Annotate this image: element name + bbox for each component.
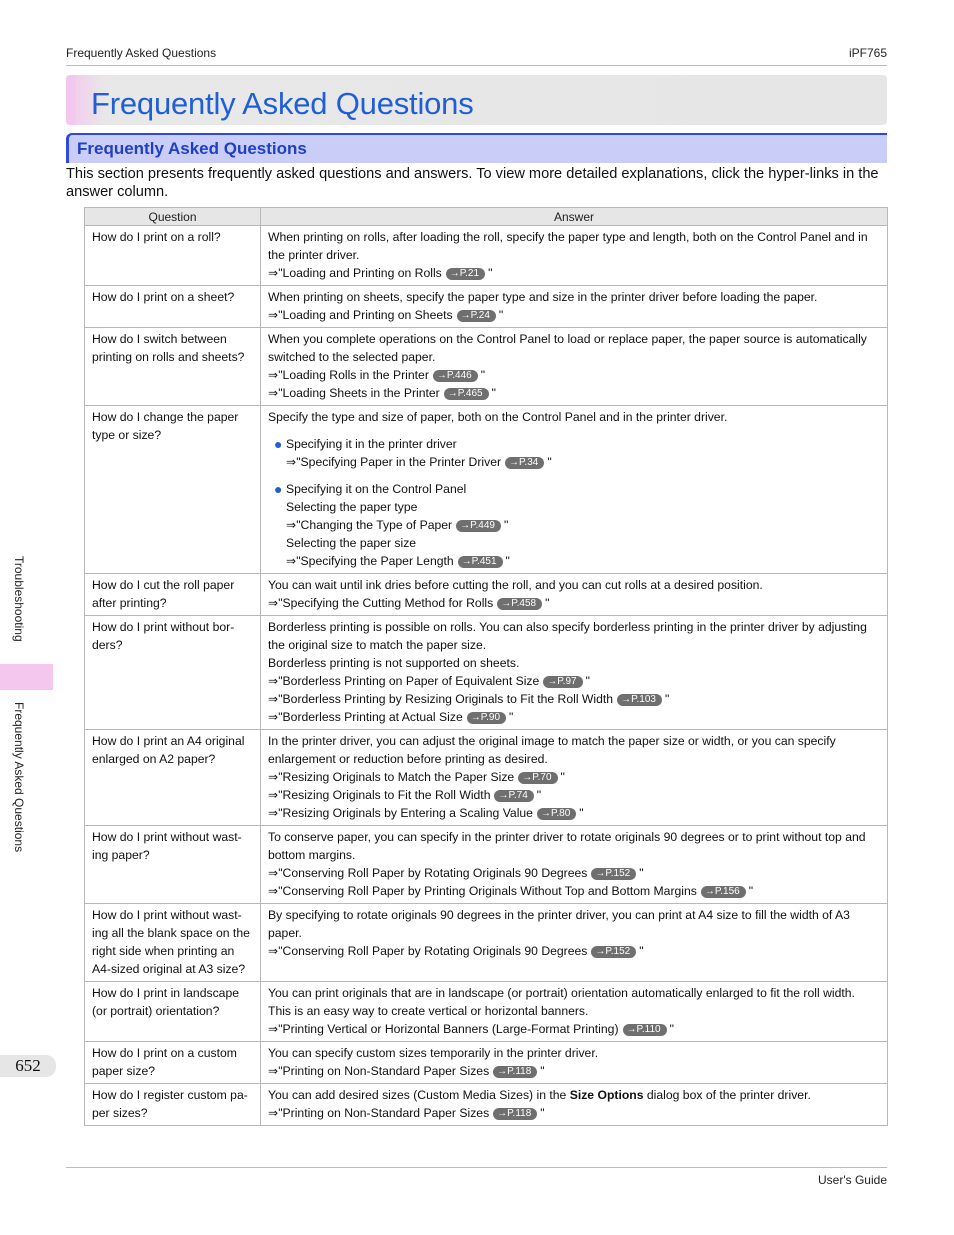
- question-cell: How do I print on a sheet?: [85, 286, 261, 328]
- reference-link[interactable]: ⇒"Loading and Printing on Sheets →P.24 ": [268, 308, 504, 322]
- page-link-badge[interactable]: →P.80: [537, 808, 576, 820]
- table-row: [85, 406, 888, 574]
- page-link-badge[interactable]: →P.21: [446, 268, 485, 280]
- table-header-row: [85, 208, 888, 226]
- page-link-badge[interactable]: →P.465: [444, 388, 489, 400]
- bullet-item: ● Specifying it in the printer driver ⇒"Specifying Paper in the Printer Driver →P.34 ": [278, 435, 880, 471]
- table-row: [85, 1042, 888, 1084]
- page-link-badge[interactable]: →P.110: [623, 1024, 667, 1036]
- running-footer-right: User's Guide: [818, 1173, 887, 1187]
- bullet-icon: ●: [274, 481, 283, 497]
- answer-cell: [261, 328, 888, 406]
- page-link-badge[interactable]: →P.152: [591, 868, 636, 880]
- reference-link[interactable]: ⇒"Borderless Printing by Resizing Originals to Fit the Roll Width →P.103 ": [268, 692, 670, 706]
- table-row: [85, 904, 888, 982]
- question-cell: How do I print on a custom paper size?: [85, 1042, 261, 1084]
- answer-cell: [261, 574, 888, 616]
- question-cell: How do I print an A4 original enlarged on A2 paper?: [85, 730, 261, 826]
- question-cell: How do I switch between printing on rolls and sheets?: [85, 328, 261, 406]
- answer-cell: [261, 286, 888, 328]
- page-number: 652: [0, 1055, 56, 1077]
- answer-text: By specifying to rotate originals 90 degrees in the printer driver, you can print at A4 size to fill the width of A3 paper.: [268, 908, 850, 940]
- reference-link[interactable]: ⇒"Printing on Non-Standard Paper Sizes →P.118 ": [268, 1064, 545, 1078]
- page-link-badge[interactable]: →P.24: [457, 310, 496, 322]
- answer-text: When printing on rolls, after loading the roll, specify the paper type and length, both on the Control Panel and in the printer driver.: [268, 230, 868, 262]
- reference-link[interactable]: ⇒"Conserving Roll Paper by Rotating Originals 90 Degrees →P.152 ": [268, 866, 644, 880]
- answer-cell: [261, 826, 888, 904]
- answer-text: In the printer driver, you can adjust the original image to match the paper size or width, or you can specify enlargement or reduction before printing as desired.: [268, 734, 836, 766]
- sidebar-chapter-label[interactable]: Troubleshooting: [12, 556, 26, 642]
- answer-text: You can wait until ink dries before cutting the roll, and you can cut rolls at a desired position.: [268, 578, 763, 592]
- page-link-badge[interactable]: →P.97: [543, 676, 582, 688]
- reference-link[interactable]: ⇒"Resizing Originals by Entering a Scaling Value →P.80 ": [268, 806, 584, 820]
- answer-text: Borderless printing is not supported on sheets.: [268, 656, 520, 670]
- answer-text: Borderless printing is possible on rolls. You can also specify borderless printing in the printer driver by adjusting the original size to match the paper size.: [268, 620, 867, 652]
- reference-link[interactable]: ⇒"Conserving Roll Paper by Printing Originals Without Top and Bottom Margins →P.156 ": [268, 884, 754, 898]
- sidebar-active-tab: [0, 664, 53, 690]
- question-cell: How do I print without wast-ing all the blank space on the right side when printing an A4-sized original at A3 size?: [85, 904, 261, 982]
- reference-link[interactable]: ⇒"Specifying the Paper Length →P.451 ": [286, 554, 510, 568]
- faq-table: [84, 207, 888, 1126]
- reference-link[interactable]: ⇒"Resizing Originals to Match the Paper Size →P.70 ": [268, 770, 565, 784]
- answer-text: When you complete operations on the Control Panel to load or replace paper, the paper source is automatically switched to the selected paper.: [268, 332, 867, 364]
- running-header-left: Frequently Asked Questions: [66, 46, 217, 60]
- table-row: [85, 616, 888, 730]
- running-header-right: iPF765: [848, 46, 887, 60]
- page-link-badge[interactable]: →P.449: [456, 520, 501, 532]
- question-cell: How do I register custom pa-per sizes?: [85, 1084, 261, 1126]
- sidebar-section-label[interactable]: Frequently Asked Questions: [12, 702, 26, 853]
- page-link-badge[interactable]: →P.451: [458, 556, 503, 568]
- reference-link[interactable]: ⇒"Borderless Printing at Actual Size →P.90 ": [268, 710, 514, 724]
- reference-link[interactable]: ⇒"Specifying the Cutting Method for Rolls →P.458 ": [268, 596, 550, 610]
- bullet-item: ● Specifying it on the Control Panel Selecting the paper type ⇒"Changing the Type of Paper →P.449 " Selecting the paper size ⇒"Specifying the Paper Length →P.451 ": [278, 480, 880, 570]
- header-divider: [66, 65, 887, 66]
- answer-cell: [261, 982, 888, 1042]
- answer-cell: [261, 1084, 888, 1126]
- reference-link[interactable]: ⇒"Resizing Originals to Fit the Roll Width →P.74 ": [268, 788, 542, 802]
- footer-divider: [66, 1167, 887, 1168]
- page-link-badge[interactable]: →P.70: [518, 772, 557, 784]
- page-link-badge[interactable]: →P.118: [493, 1066, 537, 1078]
- reference-link[interactable]: ⇒"Loading Sheets in the Printer →P.465 ": [268, 386, 496, 400]
- page-title: Frequently Asked Questions: [91, 86, 474, 121]
- table-row: [85, 574, 888, 616]
- answer-text: To conserve paper, you can specify in the printer driver to rotate originals 90 degrees or to print without top and bottom margins.: [268, 830, 866, 862]
- reference-link[interactable]: ⇒"Printing Vertical or Horizontal Banners (Large-Format Printing) →P.110 ": [268, 1022, 674, 1036]
- question-cell: How do I change the paper type or size?: [85, 406, 261, 574]
- reference-link[interactable]: ⇒"Loading Rolls in the Printer →P.446 ": [268, 368, 486, 382]
- reference-link[interactable]: ⇒"Conserving Roll Paper by Rotating Originals 90 Degrees →P.152 ": [268, 944, 644, 958]
- page-link-badge[interactable]: →P.90: [467, 712, 506, 724]
- page-link-badge[interactable]: →P.34: [505, 457, 544, 469]
- table-row: [85, 328, 888, 406]
- reference-link[interactable]: ⇒"Specifying Paper in the Printer Driver →P.34 ": [286, 455, 552, 469]
- answer-cell: [261, 226, 888, 286]
- reference-link[interactable]: ⇒"Loading and Printing on Rolls →P.21 ": [268, 266, 493, 280]
- answer-text: You can print originals that are in landscape (or portrait) orientation automatically enlarged to fit the roll width. This is an easy way to create vertical or horizontal banners.: [268, 986, 855, 1018]
- question-cell: How do I cut the roll paper after printing?: [85, 574, 261, 616]
- bullet-icon: ●: [274, 436, 283, 452]
- table-row: [85, 286, 888, 328]
- page-link-badge[interactable]: →P.446: [433, 370, 478, 382]
- answer-text: When printing on sheets, specify the paper type and size in the printer driver before loading the paper.: [268, 290, 818, 304]
- reference-link[interactable]: ⇒"Changing the Type of Paper →P.449 ": [286, 518, 509, 532]
- answer-text: Specify the type and size of paper, both on the Control Panel and in the printer driver.: [268, 410, 728, 424]
- answer-cell: [261, 1042, 888, 1084]
- question-cell: How do I print in landscape (or portrait) orientation?: [85, 982, 261, 1042]
- ui-term-size-options: Size Options: [569, 1088, 644, 1102]
- table-row: [85, 982, 888, 1042]
- question-cell: How do I print without wast-ing paper?: [85, 826, 261, 904]
- page-link-badge[interactable]: →P.156: [701, 886, 746, 898]
- answer-cell: [261, 904, 888, 982]
- table-row: [85, 826, 888, 904]
- answer-cell: [261, 730, 888, 826]
- table-row: [85, 1084, 888, 1126]
- answer-text: You can add desired sizes (Custom Media Sizes) in the Size Options dialog box of the printer driver.: [268, 1088, 811, 1102]
- section-title: Frequently Asked Questions: [77, 139, 307, 158]
- column-header-question: Question: [85, 208, 261, 226]
- page-link-badge[interactable]: →P.103: [617, 694, 662, 706]
- page-link-badge[interactable]: →P.118: [493, 1108, 537, 1120]
- table-row: [85, 730, 888, 826]
- answer-cell: [261, 616, 888, 730]
- reference-link[interactable]: ⇒"Borderless Printing on Paper of Equivalent Size →P.97 ": [268, 674, 590, 688]
- reference-link[interactable]: ⇒"Printing on Non-Standard Paper Sizes →P.118 ": [268, 1106, 545, 1120]
- answer-cell: [261, 406, 888, 574]
- question-cell: How do I print on a roll?: [85, 226, 261, 286]
- answer-text: You can specify custom sizes temporarily in the printer driver.: [268, 1046, 599, 1060]
- column-header-answer: Answer: [261, 208, 888, 226]
- page-link-badge[interactable]: →P.458: [497, 598, 542, 610]
- page-link-badge[interactable]: →P.152: [591, 946, 636, 958]
- table-row: [85, 226, 888, 286]
- page-link-badge[interactable]: →P.74: [494, 790, 533, 802]
- intro-paragraph: This section presents frequently asked questions and answers. To view more detailed explanations, click the hyper-links in the answer column.: [66, 166, 879, 200]
- question-cell: How do I print without bor-ders?: [85, 616, 261, 730]
